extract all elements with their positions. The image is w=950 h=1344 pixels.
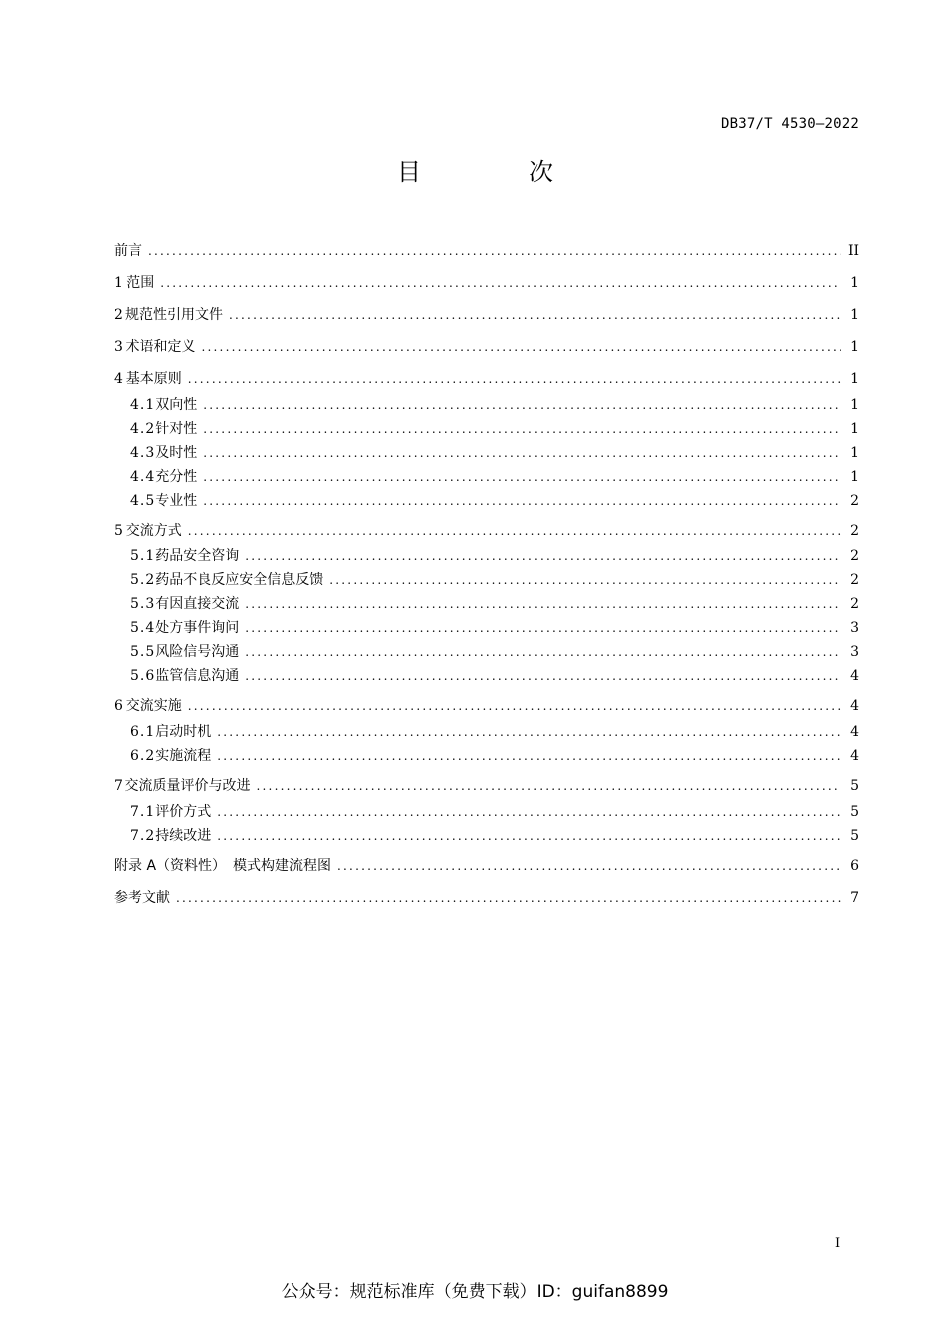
toc-entry[interactable] [130,666,859,686]
toc-entry[interactable] [114,696,859,716]
toc-entry-page: 3 [850,644,859,660]
toc-entry-page: 2 [850,548,859,564]
toc-entry-number: 2 [114,307,124,323]
toc-entry-label: 评价方式 [155,804,212,820]
toc-entry-number: 7.2 [130,828,156,844]
toc-entry[interactable] [130,618,859,638]
toc-entry[interactable] [114,521,859,541]
toc-entry[interactable] [130,746,859,766]
toc-entry-number: 7 [114,778,124,794]
toc-entry-page: II [847,243,859,259]
toc-entry[interactable] [130,467,859,487]
watermark-text: 公众号：规范标准库（免费下载）ID：guifan8899 [281,1282,669,1302]
toc-entry-page: 2 [850,523,859,539]
toc-entry-number: 5.2 [130,572,156,588]
toc-entry[interactable] [130,395,859,415]
toc-entry-label: 术语和定义 [125,339,196,355]
toc-entry[interactable] [114,273,859,293]
toc-dot-leader [217,722,841,742]
toc-entry-label: 参考文献 [114,890,170,906]
toc-entry-label: 交流方式 [125,523,182,539]
toc-dot-leader [202,337,841,357]
toc-dot-leader [245,618,841,638]
toc-dot-leader [217,746,841,766]
toc-dot-leader [203,467,841,487]
toc-dot-leader [329,570,841,590]
toc-dot-leader [245,642,841,662]
toc-dot-leader [188,369,841,389]
toc-entry-label: 及时性 [155,445,198,461]
toc-entry[interactable] [114,776,859,796]
toc-entry-number: 6 [114,698,124,714]
toc-entry-page: 5 [850,804,859,820]
toc-dot-leader [245,594,841,614]
toc-entry-page: 4 [850,724,859,740]
toc-entry-page: 1 [850,421,859,437]
toc-dot-leader [245,546,841,566]
toc-entry-page: 1 [850,275,859,291]
toc-entry-label: 实施流程 [155,748,212,764]
toc-entry-label: 规范性引用文件 [125,307,224,323]
toc-entry-page: 3 [850,620,859,636]
toc-dot-leader [203,443,841,463]
toc-entry[interactable] [114,369,859,389]
toc-entry-label: 附录 A（资料性） 模式构建流程图 [114,858,332,874]
toc-entry-label: 针对性 [155,421,198,437]
toc-entry-number: 6.2 [130,748,156,764]
toc-entry[interactable] [114,241,859,261]
toc-entry-page: 4 [850,668,859,684]
toc-entry-page: 5 [850,828,859,844]
toc-dot-leader [203,491,841,511]
toc-entry-number: 5.6 [130,668,156,684]
toc-entry[interactable] [130,594,859,614]
toc-entry[interactable] [114,305,859,325]
toc-dot-leader [148,241,841,261]
toc-entry-number: 6.1 [130,724,156,740]
toc-entry-label: 药品不良反应安全信息反馈 [155,572,324,588]
toc-entry[interactable] [130,419,859,439]
toc-entry[interactable] [130,570,859,590]
toc-entry-label: 充分性 [155,469,198,485]
toc-entry-number: 4 [114,371,124,387]
toc-entry-page: 6 [850,858,859,874]
toc-entry-label: 药品安全咨询 [155,548,240,564]
toc-dot-leader [203,395,841,415]
toc-dot-leader [257,776,841,796]
toc-entry[interactable] [130,491,859,511]
toc-entry-page: 2 [850,493,859,509]
toc-dot-leader [217,826,841,846]
toc-entry-page: 1 [850,371,859,387]
toc-entry-number: 5.5 [130,644,156,660]
toc-entry-number: 4.3 [130,445,156,461]
toc-entry-page: 5 [850,778,859,794]
toc-entry-label: 监管信息沟通 [155,668,240,684]
toc-entry-page: 1 [850,307,859,323]
toc-entry-number: 4.1 [130,397,156,413]
toc-entry[interactable] [130,546,859,566]
toc-entry-label: 前言 [114,243,142,259]
toc-entry-label: 基本原则 [125,371,182,387]
page-number: I [835,1236,841,1251]
toc-entry-number: 7.1 [130,804,156,820]
toc-entry[interactable] [114,888,859,908]
toc-entry-number: 4.5 [130,493,156,509]
toc-entry-label: 风险信号沟通 [155,644,240,660]
toc-entry-label: 范围 [126,275,155,291]
toc-entry-number: 5.4 [130,620,156,636]
toc-dot-leader [188,521,841,541]
toc-entry[interactable] [130,826,859,846]
toc-entry-label: 专业性 [155,493,198,509]
toc-entry-page: 2 [850,596,859,612]
toc-dot-leader [229,305,841,325]
toc-entry[interactable] [130,443,859,463]
toc-dot-leader [217,802,841,822]
toc-dot-leader [245,666,841,686]
toc-dot-leader [160,273,841,293]
toc-entry-page: 1 [850,339,859,355]
toc-entry-page: 2 [850,572,859,588]
toc-entry-page: 4 [850,698,859,714]
toc-entry-page: 1 [850,469,859,485]
toc-entry-label: 处方事件询问 [155,620,240,636]
toc-entry-page: 4 [850,748,859,764]
toc-entry-number: 1 [114,275,124,291]
toc-entry-number: 4.2 [130,421,156,437]
toc-entry[interactable] [130,802,859,822]
toc-entry-page: 1 [850,397,859,413]
toc-entry-label: 启动时机 [155,724,212,740]
toc-entry-number: 5.1 [130,548,156,564]
toc-dot-leader [337,856,841,876]
toc-entry-number: 5.3 [130,596,156,612]
toc-entry[interactable] [130,642,859,662]
toc-entry-page: 1 [850,445,859,461]
toc-entry[interactable] [130,722,859,742]
toc-dot-leader [188,696,841,716]
toc-entry-number: 5 [114,523,124,539]
toc-entry-page: 7 [850,890,859,906]
toc-dot-leader [176,888,841,908]
toc-entry-label: 有因直接交流 [155,596,240,612]
document-code: DB37/T 4530—2022 [720,116,859,132]
page-title: 目 次 [397,158,595,186]
toc-entry[interactable] [114,856,859,876]
toc-entry-label: 交流质量评价与改进 [124,778,251,794]
toc-entry-label: 持续改进 [155,828,212,844]
toc-entry-label: 交流实施 [125,698,182,714]
toc-dot-leader [203,419,841,439]
toc-entry[interactable] [114,337,859,357]
toc-entry-label: 双向性 [155,397,198,413]
toc-entry-number: 3 [114,339,124,355]
toc-entry-number: 4.4 [130,469,156,485]
